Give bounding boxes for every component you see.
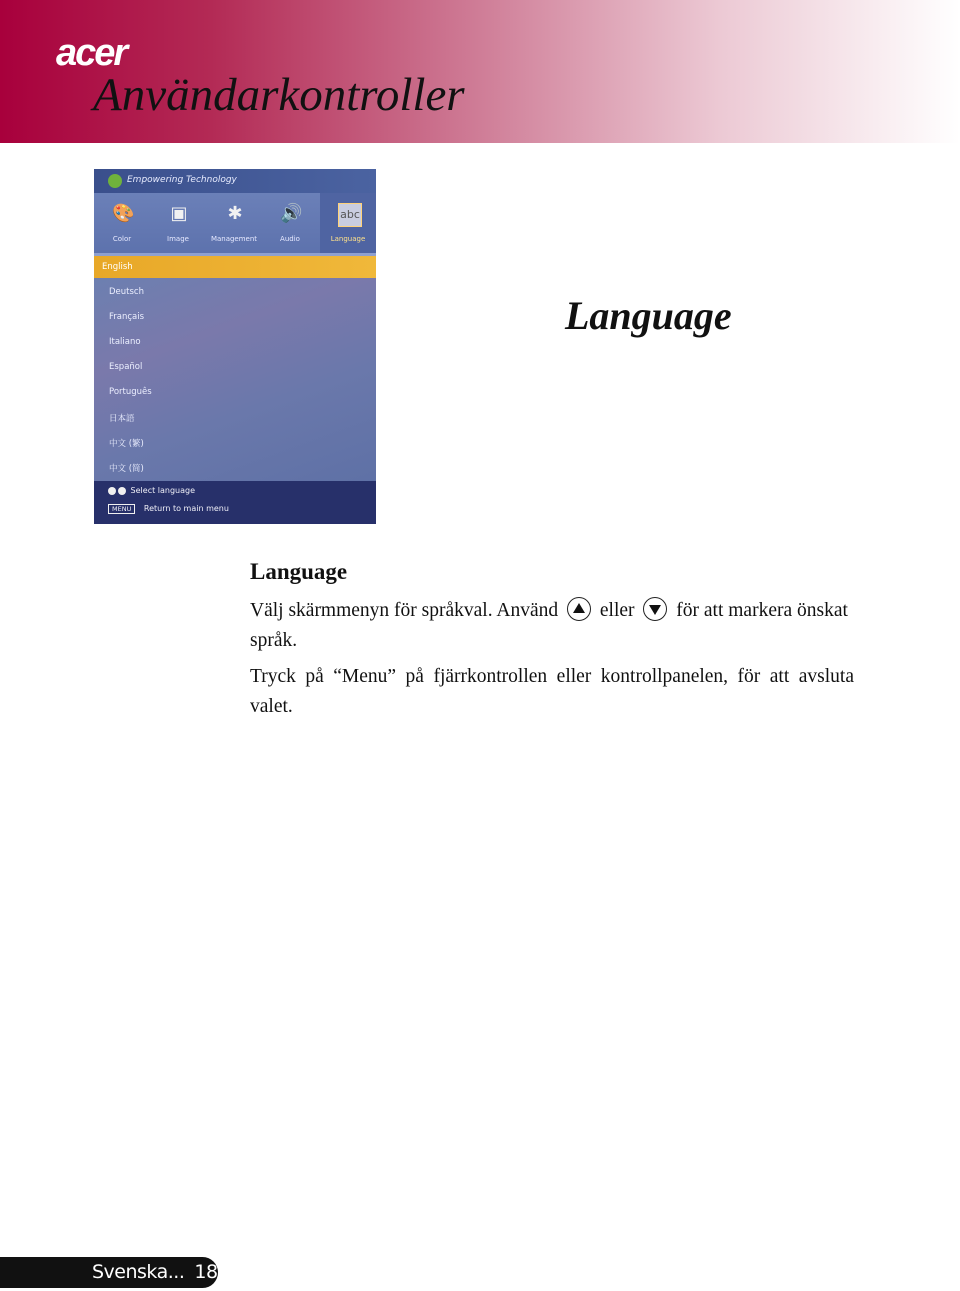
language-option-label: English [102,262,133,272]
tab-language-label: Language [330,235,366,243]
tab-color[interactable] [94,193,150,253]
header-band [0,0,960,143]
up-arrow-icon [108,487,116,495]
return-hint-row [108,504,229,514]
empowering-logo-icon [108,174,122,188]
language-option-espanol[interactable]: Español [109,362,143,372]
osd-footer [94,481,376,524]
palette-icon: 🎨 [112,203,135,224]
acer-logo: acer [56,32,127,74]
language-option-portugues[interactable]: Português [109,387,152,397]
p1-middle: eller [599,600,635,621]
tab-language[interactable] [320,193,376,253]
up-button-icon [567,597,591,621]
instruction-paragraph [250,596,854,656]
return-hint: Return to main menu [143,504,229,513]
osd-brand-bar [94,169,376,193]
select-hint-row [108,486,195,495]
language-option-japanese[interactable]: 日本語 [109,414,135,424]
tools-icon: ✱ [227,203,243,224]
page-number: 18 [194,1261,218,1283]
page-title: Användarkontroller [93,69,465,121]
subheading: Language [250,559,348,584]
page-footer [92,1261,218,1283]
select-hint: Select language [130,486,196,495]
down-arrow-icon [118,487,126,495]
language-option-english[interactable] [94,256,376,278]
tab-image[interactable] [150,193,206,253]
tab-management[interactable] [206,193,262,253]
down-button-icon [643,597,667,621]
tab-color-label: Color [112,235,132,243]
speaker-icon: 🔊 [280,203,303,224]
tab-audio[interactable] [262,193,318,253]
tab-image-label: Image [167,235,189,243]
picture-icon: ▣ [170,203,188,224]
language-icon: abc [338,203,362,227]
p1-before: Välj skärmmenyn för språkval. Använd [250,600,559,621]
language-option-italiano[interactable]: Italiano [109,337,141,347]
p1-after: för att markera önskat språk. [250,600,848,651]
language-option-francais[interactable]: Français [109,312,145,322]
menu-key-badge: MENU [108,504,135,514]
tab-management-label: Management [210,235,258,243]
language-option-chinese-traditional[interactable]: 中文 (繁) [109,439,144,449]
tab-audio-label: Audio [280,235,300,243]
language-option-deutsch[interactable]: Deutsch [109,287,144,297]
osd-screenshot [94,169,376,524]
osd-brand-text: Empowering Technology [127,175,237,185]
language-option-chinese-simplified[interactable]: 中文 (简) [109,464,144,474]
section-title: Language [565,293,732,338]
exit-paragraph: Tryck på “Menu” på fjärrkontrollen eller kontrollpanelen, för att avsluta valet. [250,666,854,717]
osd-tab-bar [94,193,376,253]
footer-language: Svenska... [92,1261,185,1283]
